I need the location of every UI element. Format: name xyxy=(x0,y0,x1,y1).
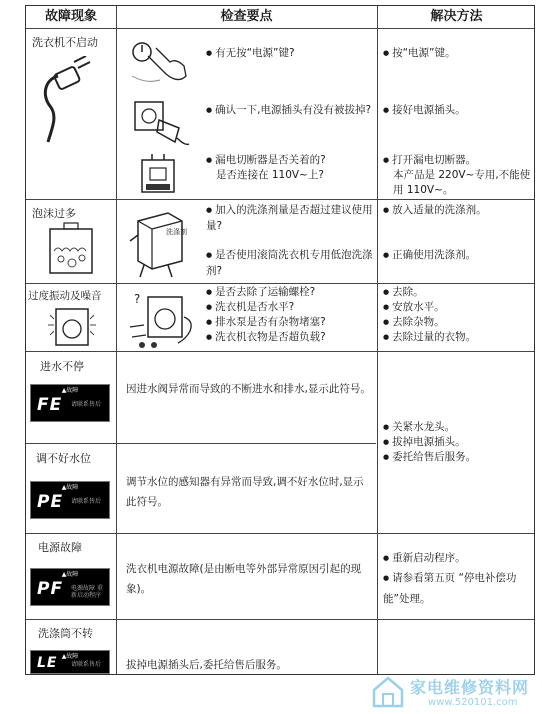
pf-error-display xyxy=(30,568,110,606)
symptom-foam: 泡沫过多 xyxy=(32,207,76,220)
check-detergent-amount: ● 加入的洗涤剂量是否超过建议使用量? xyxy=(206,203,376,234)
symptom-pe: 调不好水位 xyxy=(36,452,91,465)
solution-voltage: 本产品是 220V~专用,不能使用 110V~。 xyxy=(393,169,531,196)
solution-level: ● 安放水平。 xyxy=(383,300,533,316)
symptom-le: 洗涤筒不转 xyxy=(38,627,93,640)
row-divider xyxy=(26,619,534,620)
vibrating-washer-icon xyxy=(46,303,98,349)
le-error-code: LE xyxy=(37,655,58,671)
fe-display-note: 请联系售后 xyxy=(71,401,102,408)
le-error-display xyxy=(30,650,110,674)
check-plug: ● 确认一下,电源插头有没有被拔掉? xyxy=(206,103,376,119)
check-fe: 因进水阀异常而导致的不断进水和排水,显示此符号。 xyxy=(126,383,371,395)
check-breaker: ● 漏电切断器是否关着的? xyxy=(206,153,376,169)
solution-unplug: ● 拔掉电源插头。 xyxy=(383,435,533,451)
check-shipping-bolts: ● 是否去除了运输螺栓? xyxy=(206,285,376,301)
row-divider xyxy=(26,443,376,444)
solution-detergent-amount: ● 放入适量的洗涤剂。 xyxy=(383,203,533,219)
pf-display-note: 电源故障 重新启动程序 xyxy=(71,585,103,599)
detergent-box-label: 洗涤剂 xyxy=(166,228,187,236)
power-button-press-icon xyxy=(126,36,191,88)
pf-display-header: ▲故障 xyxy=(61,571,79,578)
column-divider xyxy=(116,6,117,674)
solution-detergent-type: ● 正确使用洗涤剂。 xyxy=(383,248,533,264)
le-display-header: ▲故障 xyxy=(61,653,79,660)
symptom-no-start: 洗衣机不启动 xyxy=(32,36,98,49)
washer-inspection-icon xyxy=(128,287,198,351)
solution-remove-clothes: ● 去除过量的衣物。 xyxy=(383,330,533,346)
pf-error-code: PF xyxy=(37,579,64,599)
check-drain-pump: ● 排水泵是否有杂物堵塞? xyxy=(206,315,376,331)
solution-close-tap: ● 关紧水龙头。 xyxy=(383,420,533,436)
symptom-pf: 电源故障 xyxy=(38,541,82,554)
pe-error-display xyxy=(30,481,110,519)
header-symptom: 故障现象 xyxy=(44,9,97,24)
column-divider xyxy=(377,6,378,674)
check-level: ● 洗衣机是否水平? xyxy=(206,300,376,316)
watermark-title: 家电维修资料网 xyxy=(410,678,530,697)
row-divider xyxy=(26,199,534,200)
check-le: 拔掉电源插头后,委托给售后服务。 xyxy=(126,659,287,671)
solution-remove-debris: ● 去除杂物。 xyxy=(383,315,533,331)
row-divider xyxy=(26,283,534,284)
svg-text:?: ? xyxy=(134,292,141,306)
row-divider xyxy=(26,28,534,29)
check-overload: ● 洗衣机衣物是否超负载? xyxy=(206,330,376,346)
fe-error-display xyxy=(30,384,110,422)
pe-error-code: PE xyxy=(37,492,64,512)
solution-restart: ● 重新启动程序。 xyxy=(383,551,533,567)
fe-error-code: FE xyxy=(37,395,63,415)
pe-display-header: ▲故障 xyxy=(61,484,79,491)
symptom-fe: 进水不停 xyxy=(40,360,84,373)
row-divider xyxy=(26,533,534,534)
watermark-logo-icon xyxy=(370,674,406,708)
header-check: 检查要点 xyxy=(220,9,273,24)
power-plug-icon xyxy=(36,56,96,146)
solution-remove-bolts: ● 去除。 xyxy=(383,285,533,301)
solution-plug: ● 接好电源插头。 xyxy=(383,103,533,119)
check-detergent-type: ● 是否使用滚筒洗衣机专用低泡洗涤剂? xyxy=(206,248,376,279)
circuit-breaker-icon xyxy=(138,152,180,196)
foam-machine-icon xyxy=(46,221,96,277)
watermark xyxy=(368,672,540,712)
fe-display-header: ▲故障 xyxy=(61,387,79,394)
troubleshooting-table xyxy=(25,5,535,675)
solution-after-sales: ● 委托给售后服务。 xyxy=(383,450,533,466)
watermark-url: www.520101.com xyxy=(428,697,518,708)
solution-power-key: ● 按“电源”键。 xyxy=(383,46,533,62)
check-power-key: ● 有无按“电源”键? xyxy=(206,46,376,62)
detergent-box-icon xyxy=(128,205,193,279)
check-pe: 调节水位的感知器有异常而导致,调不好水位时,显示此符号。 xyxy=(126,476,364,508)
header-solution: 解决方法 xyxy=(430,9,483,24)
wall-socket-icon xyxy=(131,98,191,148)
le-display-note: 请联系售后 xyxy=(71,661,102,668)
symptom-vibration: 过度振动及噪音 xyxy=(28,290,102,302)
pe-display-note: 请联系售后 xyxy=(71,498,102,505)
solution-power-compensation: ● 请参看第五页 “停电补偿功能”处理。 xyxy=(383,568,533,609)
check-voltage: 是否连接在 110V~上? xyxy=(216,169,324,181)
check-pf: 洗衣机电源故障(是由断电等外部异常原因引起的现象)。 xyxy=(126,563,362,595)
solution-breaker: ● 打开漏电切断器。 xyxy=(383,153,533,169)
row-divider xyxy=(26,351,534,352)
